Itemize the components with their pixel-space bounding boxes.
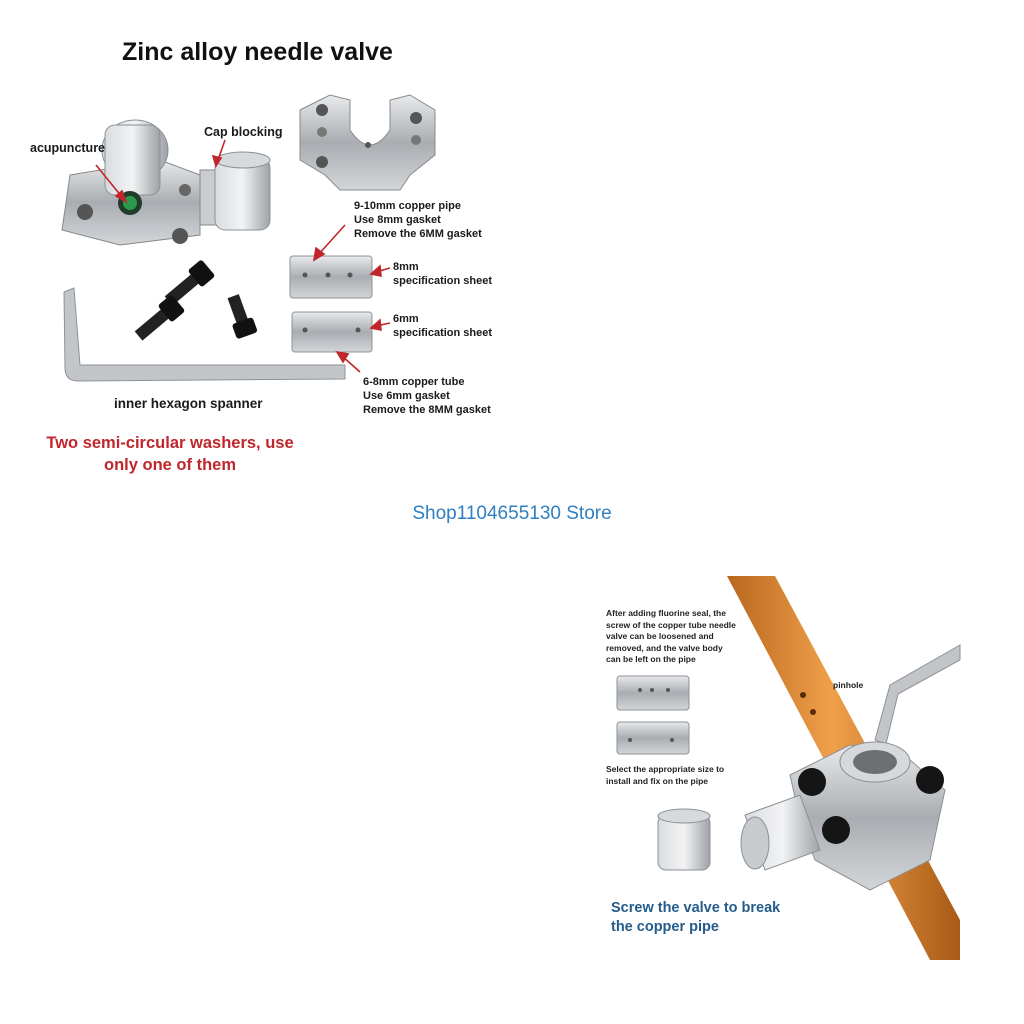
note-line: valve can be loosened and <box>606 631 714 641</box>
note-line: 9-10mm copper pipe <box>354 200 461 212</box>
note-line: Remove the 8MM gasket <box>363 404 491 416</box>
label-cap-blocking: Cap blocking <box>204 125 283 139</box>
label-acupuncture: acupuncture <box>30 141 106 155</box>
label-inner-hexagon-spanner: inner hexagon spanner <box>114 396 263 411</box>
caption-line: Screw the valve to break <box>611 900 781 916</box>
note-line: specification sheet <box>393 327 493 339</box>
note-line: removed, and the valve body <box>606 642 723 653</box>
caption-screw-valve <box>611 899 780 937</box>
product-title: Zinc alloy needle valve <box>122 38 393 66</box>
note-select-size <box>606 764 724 787</box>
note-9-10mm-pipe <box>354 199 482 241</box>
washer-warning <box>30 432 310 476</box>
note-line: install and fix on the pipe <box>606 775 709 786</box>
label-pinhole: pinhole <box>833 680 864 690</box>
note-line: 6mm <box>393 313 419 325</box>
warning-line: Two semi-circular washers, use <box>46 434 294 452</box>
saddle-bracket <box>300 95 435 190</box>
note-line: 6-8mm copper tube <box>363 376 465 388</box>
note-line: After adding fluorine seal, the <box>606 608 726 618</box>
note-line: can be left on the pipe <box>606 654 696 664</box>
hex-screws <box>131 259 257 344</box>
note-line: Select the appropriate size to <box>606 764 725 774</box>
note-6mm-sheet <box>393 312 492 340</box>
warning-line: only one of them <box>104 456 236 474</box>
gasket-8mm <box>290 256 372 298</box>
note-line: 8mm <box>393 261 419 273</box>
note-line: screw of the copper tube needle <box>606 619 736 630</box>
gasket-6mm <box>292 312 372 352</box>
caption-line: the copper pipe <box>611 919 719 935</box>
note-line: Remove the 6MM gasket <box>354 228 482 240</box>
note-6-8mm-tube <box>363 375 491 417</box>
note-8mm-sheet <box>393 260 492 288</box>
note-line: Use 6mm gasket <box>363 390 450 402</box>
note-fluorine-seal <box>606 608 736 666</box>
note-line: Use 8mm gasket <box>354 214 441 226</box>
note-line: specification sheet <box>393 275 493 287</box>
store-name: Shop1104655130 Store <box>412 503 612 524</box>
